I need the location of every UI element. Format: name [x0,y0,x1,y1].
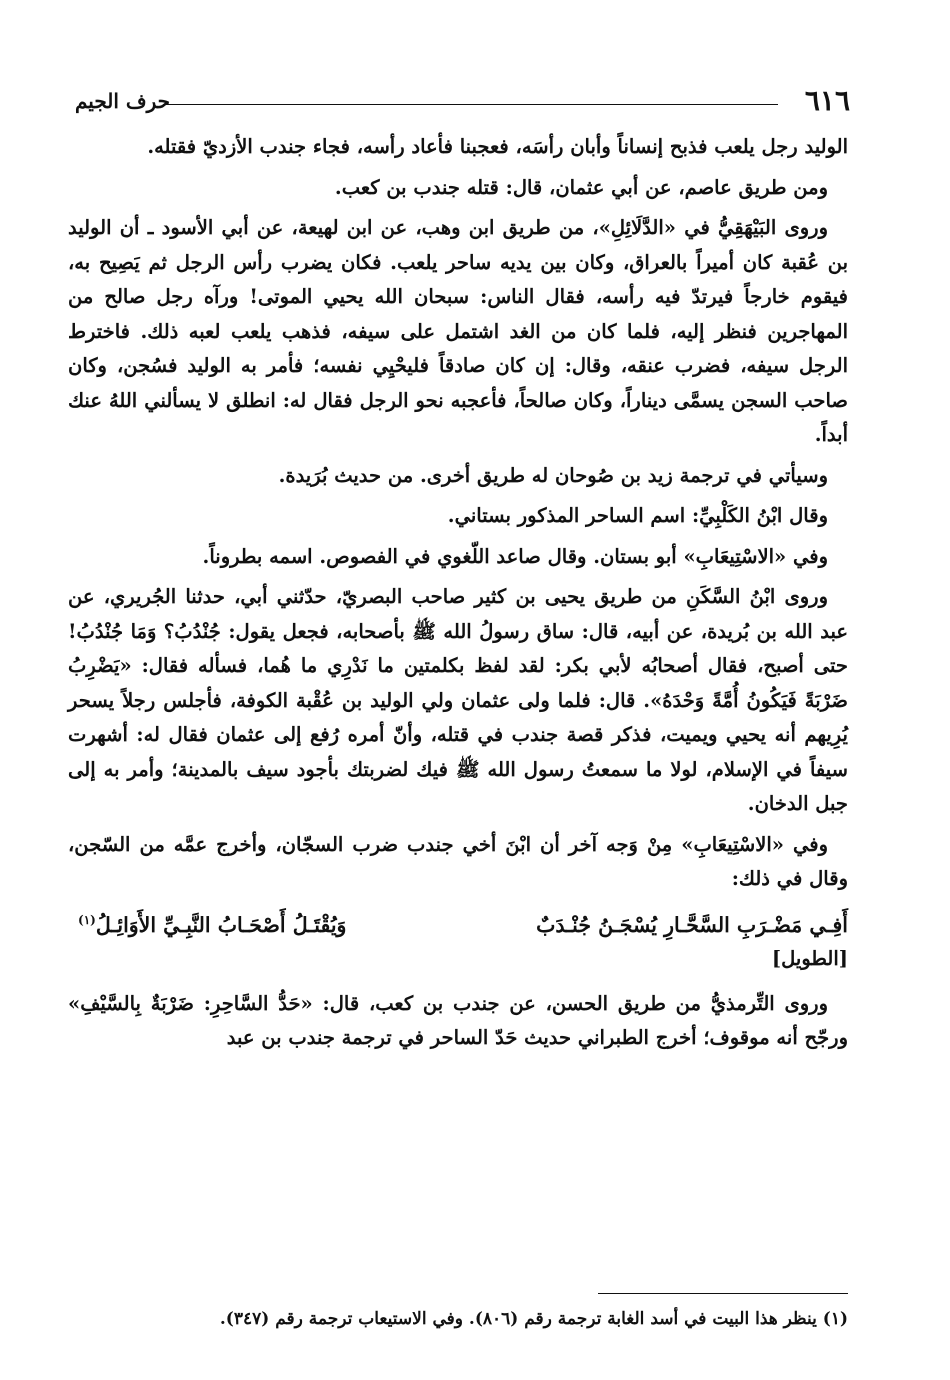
footnote: (١) ينظر هذا البيت في أسد الغابة ترجمة رقم (٨٠٦). وفي الاستيعاب ترجمة رقم (٣٤٧). [219,1309,848,1329]
paragraph: وروى ابْنُ السَّكَنِ من طريق يحيى بن كثير صاحب البصريّ، حدّثني أبي، حدثنا الجُريري، عن عبد الله بن بُريدة، عن أبيه، قال: ساق رسولُ الله ﷺ بأصحابه، فجعل يقول: جُنْدُبُ؟ وَمَا جُنْدُبُ! حتى أصبح، فقال أصحابُه لأبي بكر: لقد لفظ بكلمتين ما نَدْرِي ما هُما، فسأله فقال: «يَضْرِبُ ضَرْبَةً فَيَكُونُ أُمَّةً وَحْدَهُ». قال: فلما ولى عثمان ولي الوليد بن عُقْبة الكوفة، فأجلس رجلاً يسحر يُرِيهم أنه يحيي ويميت، فذكر قصة جندب في قتله، وأنّ أمره رُفع إلى عثمان فقال له: أشهرت سيفاً في الإسلام، لولا ما سمعتُ رسول الله ﷺ فيك لضربتك بأجود سيف بالمدينة؛ وأمر به إلى جبل الدخان. [68,585,848,815]
paragraph: وفي «الاسْتِيعَابِ» أبو بستان. وقال صاعد اللّغوي في الفصوص. اسمه بطروناً. [202,544,828,568]
header-rule [163,104,778,105]
verse-second-hemistich: وَيُقْتَـلُ أَصْحَـابُ النَّبِـيِّ الأَوَائِـلُ$^{(١)}$ [78,912,347,937]
paragraph: وروى البَيْهَقِيُّ في «الدَّلَائِلِ»، من طريق ابن وهب، عن ابن لهيعة، عن أبي الأسود ـ أن الوليد بن عُقبة كان أميراً بالعراق، وكان بين يديه ساحر يلعب. فكان يضرب رأس الرجل ثم يَصِيح به، فيقوم خارجاً فيرتدّ فيه رأسه، فقال الناس: سبحان الله يحيي الموتى! ورآه رجل صالح من المهاجرين فنظر إليه، فلما كان من الغد اشتمل على سيفه، فذهب يلعب لعبه ذلك. فاخترط الرجل سيفه، فضرب عنقه، وقال: إن كان صادقاً فليحْيِي نفسه؛ فأمر به الوليد فسُجن، وكان صاحب السجن يسمَّى ديناراً، وكان صالحاً، فأعجبه نحو الرجل فقال له: انطلق لا يسألني اللهُ عنك أبداً. [68,216,848,446]
verse-first-hemistich: أَفِـي مَضْـرَبِ السَّحَّـارِ يُسْجَـنُ جُنْـدَبٌ [536,912,848,937]
page-header [75,84,850,118]
footnote-rule [598,1293,848,1294]
poem-verse [68,907,848,943]
paragraph: وروى التِّرمذيُّ من طريق الحسن، عن جندب بن كعب، قال: «حَدُّ السَّاحِرِ: ضَرْبَةٌ بِالسَّيْفِ» ورجّح أنه موقوف؛ أخرج الطبراني حديث حَدّ الساحر في ترجمة جندب بن عبد [68,991,848,1049]
verse-meter: [الطويل] [771,946,848,970]
paragraph: وقال ابْنُ الكَلْبِيِّ: اسم الساحر المذكور بستاني. [447,504,828,527]
paragraph: ومن طريق عاصم، عن أبي عثمان، قال: قتله جندب بن كعب. [334,175,828,199]
paragraph: الوليد رجل يلعب فذبح إنساناً وأبان رأسَه، فعجبنا فأعاد رأسه، فجاء جندب الأزديّ فقتله. [147,135,848,158]
paragraph: وسيأتي في ترجمة زيد بن صُوحان له طريق أخرى. من حديث بُرَيدة. [278,463,828,487]
footnote-marker: (١) [78,912,96,927]
paragraph: وفي «الاسْتِيعَابِ» مِنْ وَجه آخر أن ابْنَ أخي جندب ضرب السجّان، وأخرج عمَّه من السّجن، وقال في ذلك: [68,832,848,890]
page-number: ٦١٦ [804,84,850,117]
main-text [68,130,848,1062]
running-title: حرف الجيم [75,89,170,113]
